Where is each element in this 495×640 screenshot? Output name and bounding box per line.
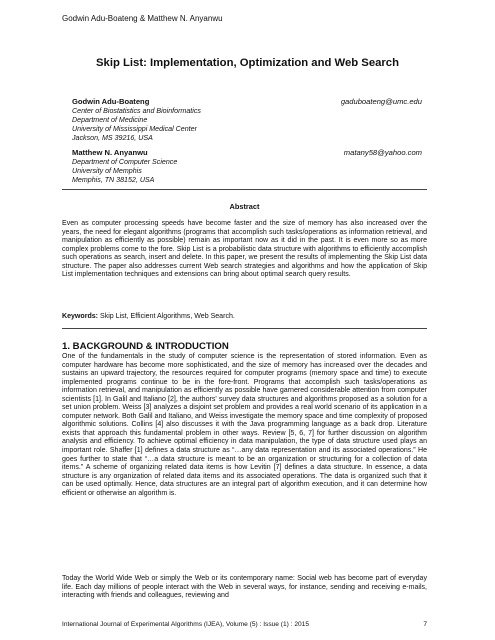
- author-affiliation-line: University of Memphis: [72, 167, 142, 176]
- keywords-text: Skip List, Efficient Algorithms, Web Search.: [98, 313, 235, 320]
- author-email: gaduboateng@umc.edu: [340, 97, 422, 106]
- abstract-heading: Abstract: [229, 202, 260, 211]
- section-heading: 1. BACKGROUND & INTRODUCTION: [62, 341, 229, 352]
- running-head: Godwin Adu-Boateng & Matthew N. Anyanwu: [62, 14, 223, 23]
- author-affiliation-line: University of Mississippi Medical Center: [72, 125, 197, 134]
- keywords-line: [62, 313, 427, 322]
- author-name: Matthew N. Anyanwu: [72, 148, 148, 157]
- author-name: Godwin Adu-Boateng: [72, 97, 150, 106]
- author-affiliation-line: Department of Computer Science: [72, 158, 178, 166]
- divider-rule: [62, 328, 427, 329]
- author-block-1: [72, 97, 422, 143]
- author-affiliation-line: Memphis, TN 38152, USA: [72, 176, 155, 185]
- divider-rule: [62, 189, 427, 190]
- keywords-label: Keywords:: [62, 313, 99, 320]
- page-footer: [62, 621, 427, 628]
- author-email: matany58@yahoo.com: [343, 148, 422, 157]
- abstract-text: Even as computer processing speeds have become faster and the size of memory has also increased over the years, the need for elegant algorithms (programs that accomplish such tasks/operations as information retrieval, and manipulation as efficiently as possible) remain as important now as it did in the past. It is even more so as more complex problems come to the fore. Skip List is a probabilistic data structure with algorithms to efficiently accomplish such operations as search, insert and delete. In this paper, we present the results of implementing the Skip List data structure. The paper also addresses current Web search strategies and algorithms and how the application of Skip List implementation techniques and extensions can bring about optimal search query results.: [62, 220, 427, 279]
- body-paragraph: One of the fundamentals in the study of computer science is the representation of stored information. Even as computer hardware has become more sophisticated, and the size of memory has increased over the decades and sustains an upward trajectory, the resources required for computer programs (memory space and time) to execute implemented programs continue to be in the fore-front. Programs that accomplish such tasks/operations as information retrieval, and manipulation as efficiently as possible have garnered considerable attention from computer scientists [1]. In Galil and Italiano [2], the authors' survey data structures and algorithms proposed as a solution for a set union problem. Weiss [3] analyzes a disjoint set problem and provides a real world scenario of its application in a computer network. Both Galil and Italiano, and Weiss investigate the memory space and time complexity of proposed algorithmic solutions. Collins [4] also discusses it with the Java programming language as a back drop. Literature exists that approach this fundamental problem in other ways. Review [5, 6, 7] for further discussion on algorithm analysis and efficiency. To achieve optimal efficiency in data manipulation, the type of data structure used plays an important role. Shaffer [1] defines a data structure as “…any data representation and its associated operations.” He goes further to state that “…a data structure is meant to be an organization or structuring for a collection of data items.” A scheme of organizing related data items is how Levitin [7] defines a data structure. In essence, a data structure is any organization of related data items and its associated operations. The data is organized such that it can be used optimally. Hence, data structures are an integral part of algorithm execution, and it can determine how efficient or otherwise an algorithm is.: [62, 353, 427, 497]
- page-number: 7: [423, 621, 427, 628]
- author-block-2: [72, 148, 422, 185]
- author-affiliation-line: Jackson, MS 39216, USA: [72, 134, 153, 143]
- paper-title: Skip List: Implementation, Optimization and Web Search: [96, 57, 399, 69]
- body-paragraph: Today the World Wide Web or simply the Web or its contemporary name: Social web has become part of everyday life. Each day millions of people interact with the Web in several ways, for instance, sending and receiving e-mails, interacting with friends and colleagues, reviewing and: [62, 575, 427, 600]
- author-affiliation-line: Center of Biostatistics and Bioinformatics: [72, 107, 201, 115]
- journal-citation: International Journal of Experimental Algorithms (IJEA), Volume (5) : Issue (1) : 2015: [62, 621, 310, 628]
- author-affiliation-line: Department of Medicine: [72, 116, 148, 125]
